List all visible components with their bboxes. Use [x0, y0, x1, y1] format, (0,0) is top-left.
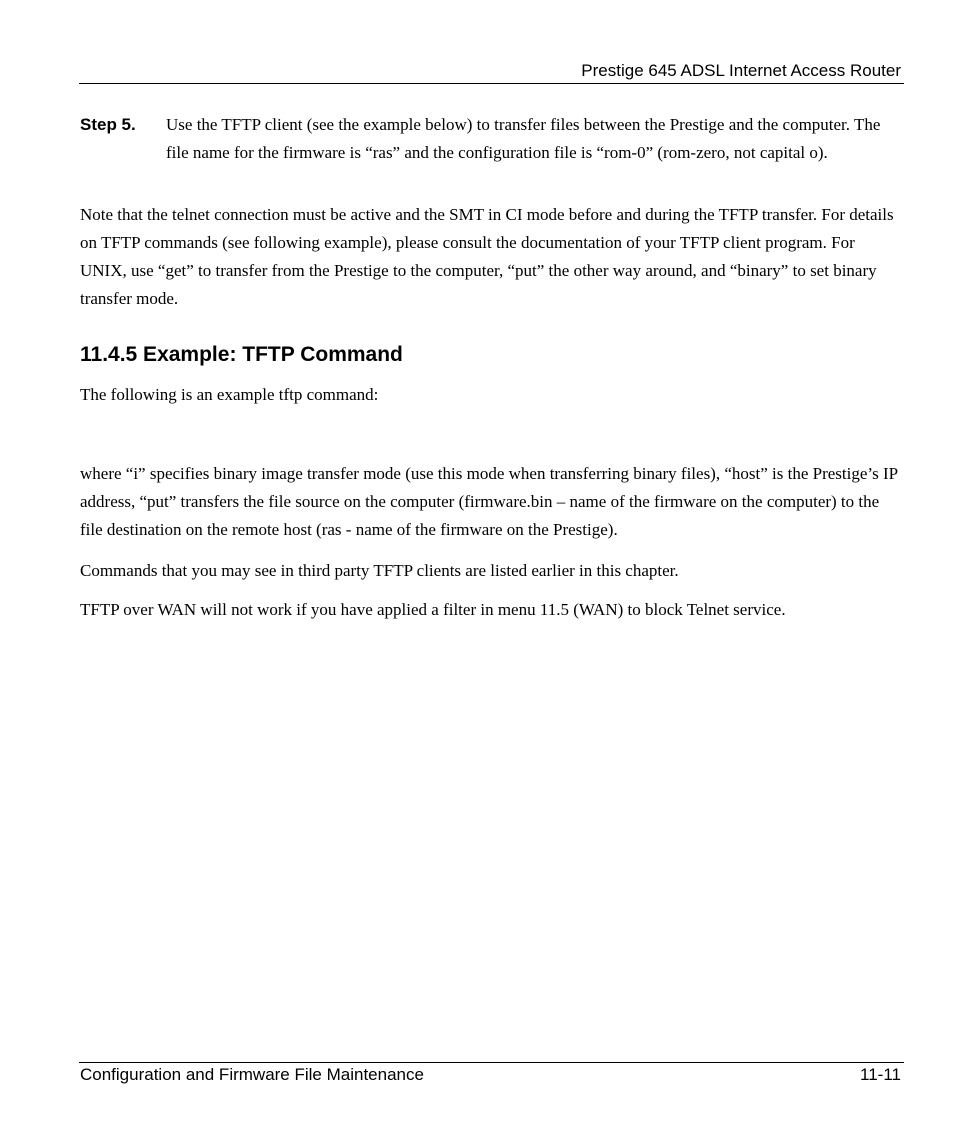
header-rule — [79, 83, 904, 84]
example-intro-paragraph: The following is an example tftp command: — [80, 385, 379, 404]
running-header-title: Prestige 645 ADSL Internet Access Router — [581, 61, 901, 80]
section-heading: 11.4.5 Example: TFTP Command — [80, 343, 403, 366]
step-label: Step 5. — [80, 115, 136, 134]
telnet-note-paragraph: Note that the telnet connection must be active and the SMT in CI mode before and during the TFTP transfer. For details on TFTP commands (see following example), please consult the documentation of your TFTP client program. For UNIX, use “get” to transfer from the Prestige to the computer, “put” the other way around, and “binary” to set binary transfer mode. — [80, 205, 894, 308]
footer-chapter-title: Configuration and Firmware File Maintenance — [80, 1065, 424, 1084]
third-party-paragraph: Commands that you may see in third party TFTP clients are listed earlier in this chapter. — [80, 561, 679, 580]
explanation-paragraph: where “i” specifies binary image transfer mode (use this mode when transferring binary files), “host” is the Prestige’s IP address, “put” transfers the file source on the computer (firmware.bin – name of the firmware on the computer) to the file destination on the remote host (ras - name of the firmware on the Prestige). — [80, 464, 898, 539]
footer-page-number: 11-11 — [860, 1065, 901, 1084]
step-text: Use the TFTP client (see the example below) to transfer files between the Prestige and the computer. The file name for the firmware is “ras” and the configuration file is “rom-0” (rom-zero, not capital o). — [166, 115, 881, 162]
footer-rule — [79, 1062, 904, 1063]
wan-note-paragraph: TFTP over WAN will not work if you have applied a filter in menu 11.5 (WAN) to block Telnet service. — [80, 600, 786, 619]
